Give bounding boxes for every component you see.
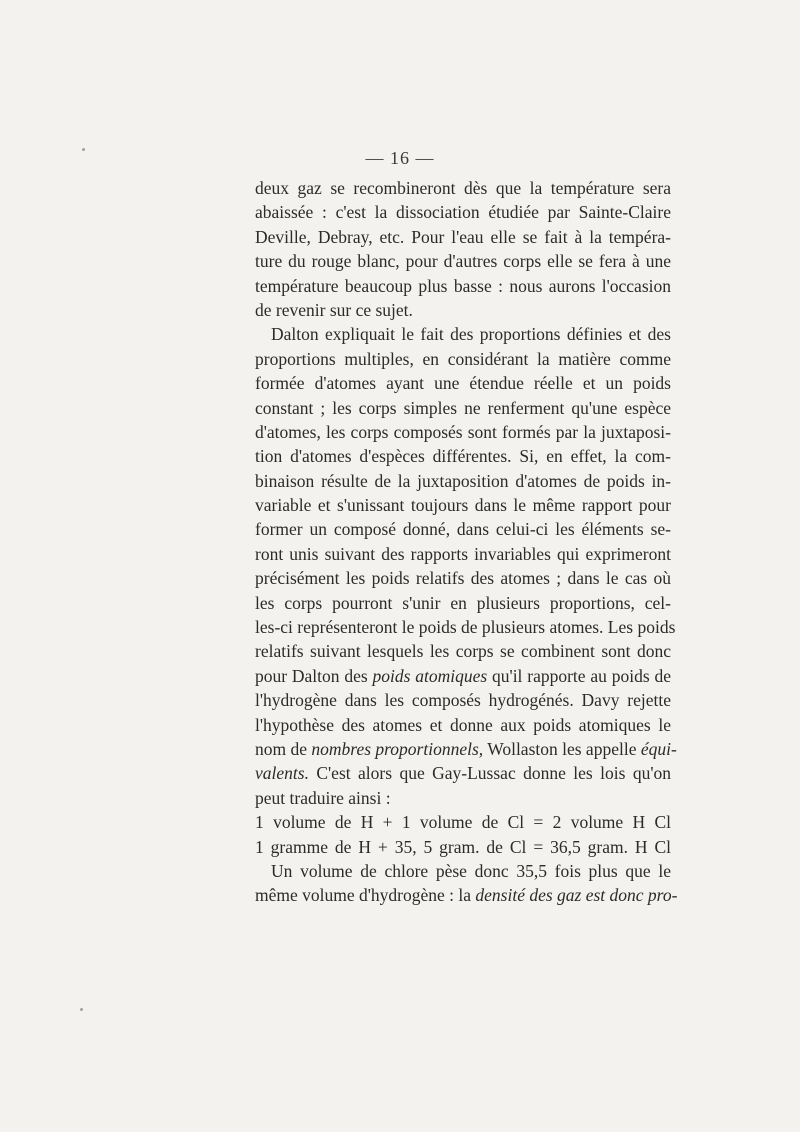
text-line [255,859,671,883]
line-text: proportions multiples, en considérant la matière comme [255,348,671,369]
text-line [255,469,671,493]
text-line [255,298,671,322]
text-line [255,176,671,200]
line-text: Deville, Debray, etc. Pour l'eau elle se fait à la tempéra- [255,226,671,247]
line-text: Dalton expliquait le fait des proportions définies et des [271,324,671,345]
line-text: les corps pourront s'unir en plusieurs proportions, cel- [255,592,671,613]
text-line [255,396,671,420]
line-text: température beaucoup plus basse : nous aurons l'occasion [255,275,671,296]
page-speck [80,1008,83,1011]
line-text: peut traduire ainsi : [255,787,391,808]
line-text: ront unis suivant des rapports invariables qui exprimeront [255,543,671,564]
text-line [255,444,671,468]
line-text: nom de [255,738,312,759]
text-line [255,615,676,639]
line-text: Un volume de chlore pèse donc 35,5 fois plus que le [271,860,671,881]
text-line [255,225,671,249]
text-line [255,835,671,859]
line-text: l'hypothèse des atomes et donne aux poids atomiques le [255,714,671,735]
text-line [255,249,671,273]
line-text: former un composé donné, dans celui-ci les éléments se- [255,519,671,540]
italic-phrase: valents. [255,763,309,784]
line-text: Wollaston les appelle [483,738,641,759]
line-text: abaissée : c'est la dissociation étudiée par Sainte-Claire [255,202,671,223]
line-text: constant ; les corps simples ne renferment qu'une espèce [255,397,671,418]
text-line [255,883,678,907]
line-text: ture du rouge blanc, pour d'autres corps elle se fera à une [255,251,671,272]
line-text: C'est alors que Gay-Lussac donne les lois qu'on [308,763,671,784]
line-text: de revenir sur ce sujet. [255,299,413,320]
line-text: relatifs suivant lesquels les corps se combinent sont donc [255,641,671,662]
line-text: formée d'atomes ayant une étendue réelle et un poids [255,373,671,394]
italic-phrase: nombres proportionnels, [311,738,484,759]
line-text: même volume d'hydrogène : la [255,885,476,906]
line-text: l'hydrogène dans les composés hydrogénés. Davy rejette [255,690,671,711]
italic-phrase: poids atomiques [372,665,488,686]
line-text: binaison résulte de la juxtaposition d'atomes de poids in- [255,470,671,491]
text-line [255,591,671,615]
page-number: — 16 — [365,148,435,168]
line-text: pour Dalton des [255,665,373,686]
text-line [255,493,671,517]
body-text [255,176,678,908]
line-text: qu'il rapporte au poids de [487,665,671,686]
line-text: tion d'atomes d'espèces différentes. Si, en effet, la com- [255,446,671,467]
text-line [255,713,671,737]
italic-phrase: densité des gaz est donc pro- [475,885,678,906]
text-line [255,274,671,298]
line-text: 1 volume de H + 1 volume de Cl = 2 volume H Cl [255,812,671,833]
text-line [255,517,671,541]
text-line [255,420,671,444]
text-line [255,542,671,566]
text-line [255,737,677,761]
text-line [255,347,671,371]
line-text: les-ci représenteront le poids de plusieurs atomes. Les poids [255,617,676,638]
text-line [255,688,671,712]
line-text: 1 gramme de H + 35, 5 gram. de Cl = 36,5 gram. H Cl [255,836,671,857]
text-line [255,810,671,834]
text-line [255,786,671,810]
text-line [255,761,671,785]
text-line [255,664,671,688]
italic-phrase: équi- [640,738,677,759]
text-line [255,322,671,346]
text-line [255,639,671,663]
line-text: précisément les poids relatifs des atomes ; dans le cas où [255,568,671,589]
text-line [255,200,671,224]
line-text: d'atomes, les corps composés sont formés par la juxtaposi- [255,421,671,442]
text-line [255,566,671,590]
text-line [255,371,671,395]
line-text: variable et s'unissant toujours dans le même rapport pour [255,495,671,516]
line-text: deux gaz se recombineront dès que la température sera [255,178,671,198]
